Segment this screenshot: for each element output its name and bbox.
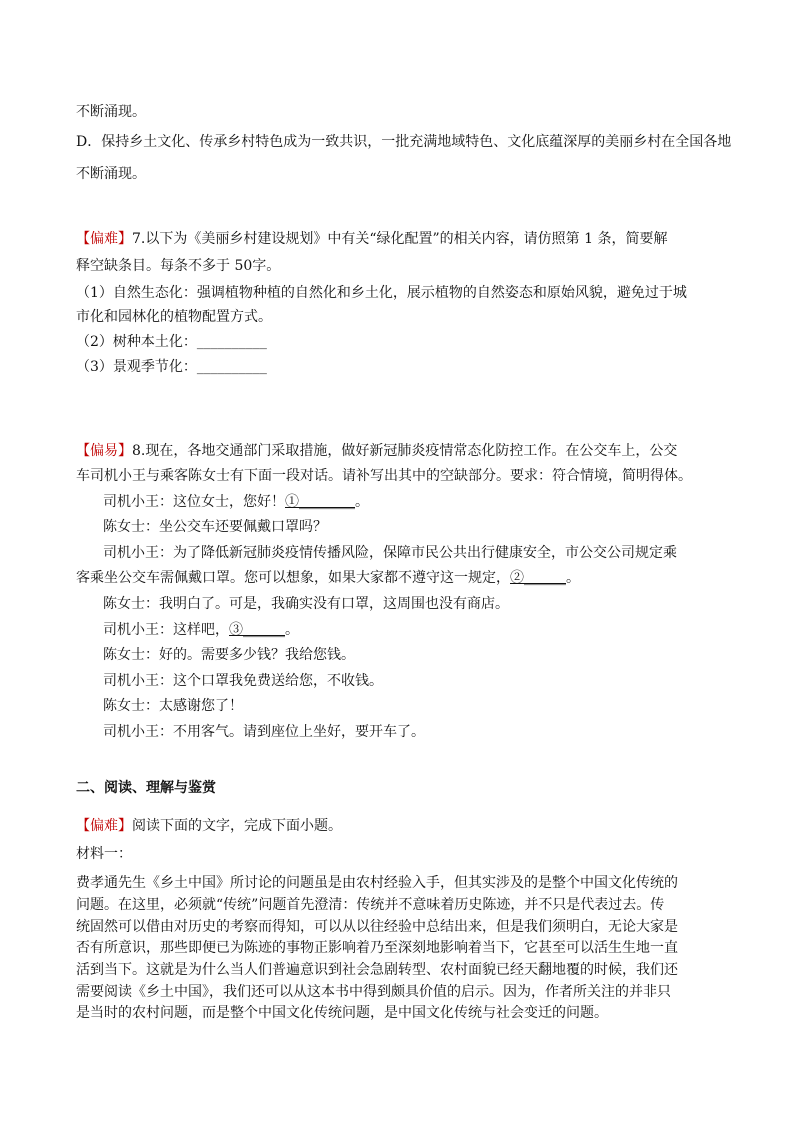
dialogue-line: 司机小王：为了降低新冠肺炎疫情传播风险，保障市民公共出行健康安全，市公交公司规定乘 bbox=[103, 545, 677, 561]
passage-line: 费孝通先生《乡土中国》所讨论的问题虽是由农村经验入手，但其实涉及的是整个中国文化传统的 bbox=[76, 875, 678, 891]
dialogue-line: 司机小王：这个口罩我免费送给您，不收钱。 bbox=[103, 673, 383, 689]
question-8-line-2: 车司机小王与乘客陈女士有下面一段对话。请补写出其中的空缺部分。要求：符合情境，简明得体。 bbox=[76, 468, 692, 484]
dialogue-line: 司机小王：这位女士，您好！①________。 bbox=[103, 494, 369, 510]
dialogue-line: 陈女士：坐公交车还要佩戴口罩吗？ bbox=[103, 519, 327, 535]
passage-line: 否有所意识，那些即便已为陈迹的事物正影响着乃至深刻地影响着当下，它甚至可以活生生地一直 bbox=[76, 940, 678, 956]
difficulty-tag: 【偏难】 bbox=[76, 231, 132, 247]
blank-2: ②______ bbox=[510, 570, 566, 586]
dialogue-line: 司机小王：这样吧，③______。 bbox=[103, 622, 299, 638]
option-c-tail: 不断涌现。 bbox=[76, 104, 146, 120]
q7-item-2: （2）树种本土化：__________ bbox=[76, 334, 267, 350]
passage-line: 是当时的农村问题，而是整个中国文化传统问题，是中国文化传统与社会变迁的问题。 bbox=[76, 1005, 608, 1021]
blank-1: ①________ bbox=[285, 494, 355, 510]
dialogue-line: 陈女士：太感谢您了！ bbox=[103, 698, 243, 714]
reading-intro: 【偏难】阅读下面的文字，完成下面小题。 bbox=[76, 818, 342, 834]
question-7-line: 【偏难】7.以下为《美丽乡村建设规划》中有关“绿化配置”的相关内容，请仿照第 1 条，简要解 bbox=[76, 231, 668, 247]
passage-line: 统固然可以借由对历史的考察而得知，可以从以往经验中总结出来，但是我们须明白，无论大家是 bbox=[76, 919, 678, 935]
passage-line: 需要阅读《乡土中国》，我们还可以从这本书中得到颇具价值的启示。因为，作者所关注的并非只 bbox=[76, 984, 671, 1000]
q7-item-1-tail: 市化和园林化的植物配置方式。 bbox=[76, 309, 272, 325]
dialogue-line: 陈女士：我明白了。可是，我确实没有口罩，这周围也没有商店。 bbox=[103, 596, 509, 612]
difficulty-tag: 【偏易】 bbox=[76, 443, 132, 459]
passage-line: 活到当下。这就是为什么当人们普遍意识到社会急剧转型、农村面貌已经天翻地覆的时候，我们还 bbox=[76, 962, 678, 978]
passage-line: 问题。在这里，必须就“传统”问题首先澄清：传统并不意味着历史陈迹，并不只是代表过去。传 bbox=[76, 897, 665, 913]
q7-item-1: （1）自然生态化：强调植物种植的自然化和乡土化，展示植物的自然姿态和原始风貌，避免过于城 bbox=[76, 285, 687, 301]
blank-3: ③______ bbox=[229, 622, 285, 638]
difficulty-tag: 【偏难】 bbox=[76, 818, 132, 834]
question-8-line: 【偏易】8.现在，各地交通部门采取措施，做好新冠肺炎疫情常态化防控工作。在公交车上，公交 bbox=[76, 443, 678, 459]
option-d-tail: 不断涌现。 bbox=[76, 166, 146, 182]
dialogue-line: 司机小王：不用客气。请到座位上坐好，要开车了。 bbox=[103, 724, 425, 740]
q7-item-3: （3）景观季节化：__________ bbox=[76, 359, 267, 375]
dialogue-line: 客乘坐公交车需佩戴口罩。您可以想象，如果大家都不遵守这一规定，②______。 bbox=[76, 570, 580, 586]
dialogue-line: 陈女士：好的。需要多少钱？我给您钱。 bbox=[103, 647, 355, 663]
material-label: 材料一： bbox=[76, 846, 132, 862]
section-heading: 二、阅读、理解与鉴赏 bbox=[76, 780, 216, 796]
option-d: D．保持乡土文化、传承乡村特色成为一致共识，一批充满地域特色、文化底蕴深厚的美丽乡村在全国各地 bbox=[76, 134, 732, 150]
question-7-line-2: 释空缺条目。每条不多于 50字。 bbox=[76, 258, 281, 274]
